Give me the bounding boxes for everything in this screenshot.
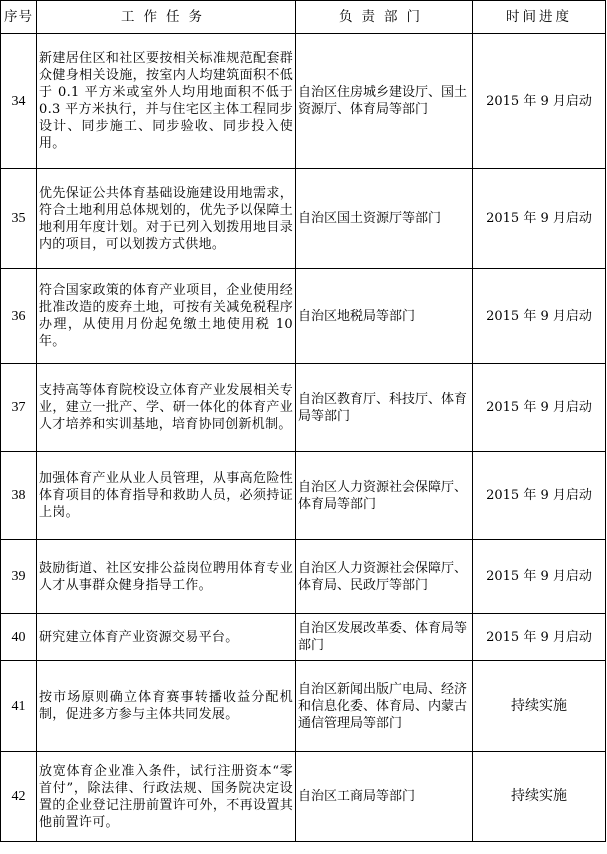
row-task: 加强体育产业从业人员管理，从事高危险性体育项目的体育指导和救助人员，必须持证上岗。 (37, 452, 296, 540)
row-time: 持续实施 (473, 661, 606, 752)
row-num: 37 (1, 364, 37, 452)
row-dept: 自治区人力资源社会保障厅、体育局等部门 (296, 452, 473, 540)
row-task: 按市场原则确立体育赛事转播收益分配机制，促进多方参与主体共同发展。 (37, 661, 296, 752)
row-task: 鼓励街道、社区安排公益岗位聘用体育专业人才从事群众健身指导工作。 (37, 540, 296, 614)
header-dept: 负责部门 (296, 1, 473, 34)
table-row (1, 614, 606, 661)
table-row (1, 364, 606, 452)
table-row (1, 34, 606, 169)
row-num: 34 (1, 34, 37, 169)
row-dept: 自治区新闻出版广电局、经济和信息化委、体育局、内蒙古通信管理局等部门 (296, 661, 473, 752)
row-time: 2015 年 9 月启动 (473, 169, 606, 269)
header-num: 序号 (1, 1, 37, 34)
header-row (1, 1, 606, 34)
row-dept: 自治区住房城乡建设厅、国土资源厅、体育局等部门 (296, 34, 473, 169)
table-row (1, 661, 606, 752)
row-task: 研究建立体育产业资源交易平台。 (37, 614, 296, 661)
row-task: 优先保证公共体育基础设施建设用地需求，符合土地利用总体规划的，优先予以保障土地利用年度计划。对于已列入划拨用地目录内的项目，可以划拨方式供地。 (37, 169, 296, 269)
row-num: 41 (1, 661, 37, 752)
table-row (1, 169, 606, 269)
row-num: 40 (1, 614, 37, 661)
table-row (1, 269, 606, 364)
table-row (1, 540, 606, 614)
row-num: 39 (1, 540, 37, 614)
row-time: 2015 年 9 月启动 (473, 34, 606, 169)
row-dept: 自治区地税局等部门 (296, 269, 473, 364)
row-task: 支持高等体育院校设立体育产业发展相关专业，建立一批产、学、研一体化的体育产业人才培养和实训基地，培育协同创新机制。 (37, 364, 296, 452)
table-row (1, 452, 606, 540)
table-row (1, 752, 606, 842)
header-time: 时间进度 (473, 1, 606, 34)
row-dept: 自治区工商局等部门 (296, 752, 473, 842)
row-dept: 自治区国土资源厅等部门 (296, 169, 473, 269)
row-time: 2015 年 9 月启动 (473, 364, 606, 452)
row-dept: 自治区教育厅、科技厅、体育局等部门 (296, 364, 473, 452)
row-time: 持续实施 (473, 752, 606, 842)
row-num: 36 (1, 269, 37, 364)
row-task: 放宽体育企业准入条件，试行注册资本“零首付”，除法律、行政法规、国务院决定设置的企业登记注册前置许可外，不再设置其他前置许可。 (37, 752, 296, 842)
row-num: 35 (1, 169, 37, 269)
row-time: 2015 年 9 月启动 (473, 540, 606, 614)
row-dept: 自治区人力资源社会保障厅、体育局、民政厅等部门 (296, 540, 473, 614)
row-task: 符合国家政策的体育产业项目，企业使用经批准改造的废弃土地，可按有关减免税程序办理，从使用月份起免缴土地使用税 10 年。 (37, 269, 296, 364)
header-task: 工作任务 (37, 1, 296, 34)
row-time: 2015 年 9 月启动 (473, 614, 606, 661)
row-time: 2015 年 9 月启动 (473, 452, 606, 540)
row-dept: 自治区发展改革委、体育局等部门 (296, 614, 473, 661)
row-time: 2015 年 9 月启动 (473, 269, 606, 364)
row-task: 新建居住区和社区要按相关标准规范配套群众健身相关设施，按室内人均建筑面积不低于 0.1 平方米或室外人均用地面积不低于 0.3 平方米执行，并与住宅区主体工程同步设计、同步施工、同步验收、同步投入使用。 (37, 34, 296, 169)
row-num: 42 (1, 752, 37, 842)
row-num: 38 (1, 452, 37, 540)
